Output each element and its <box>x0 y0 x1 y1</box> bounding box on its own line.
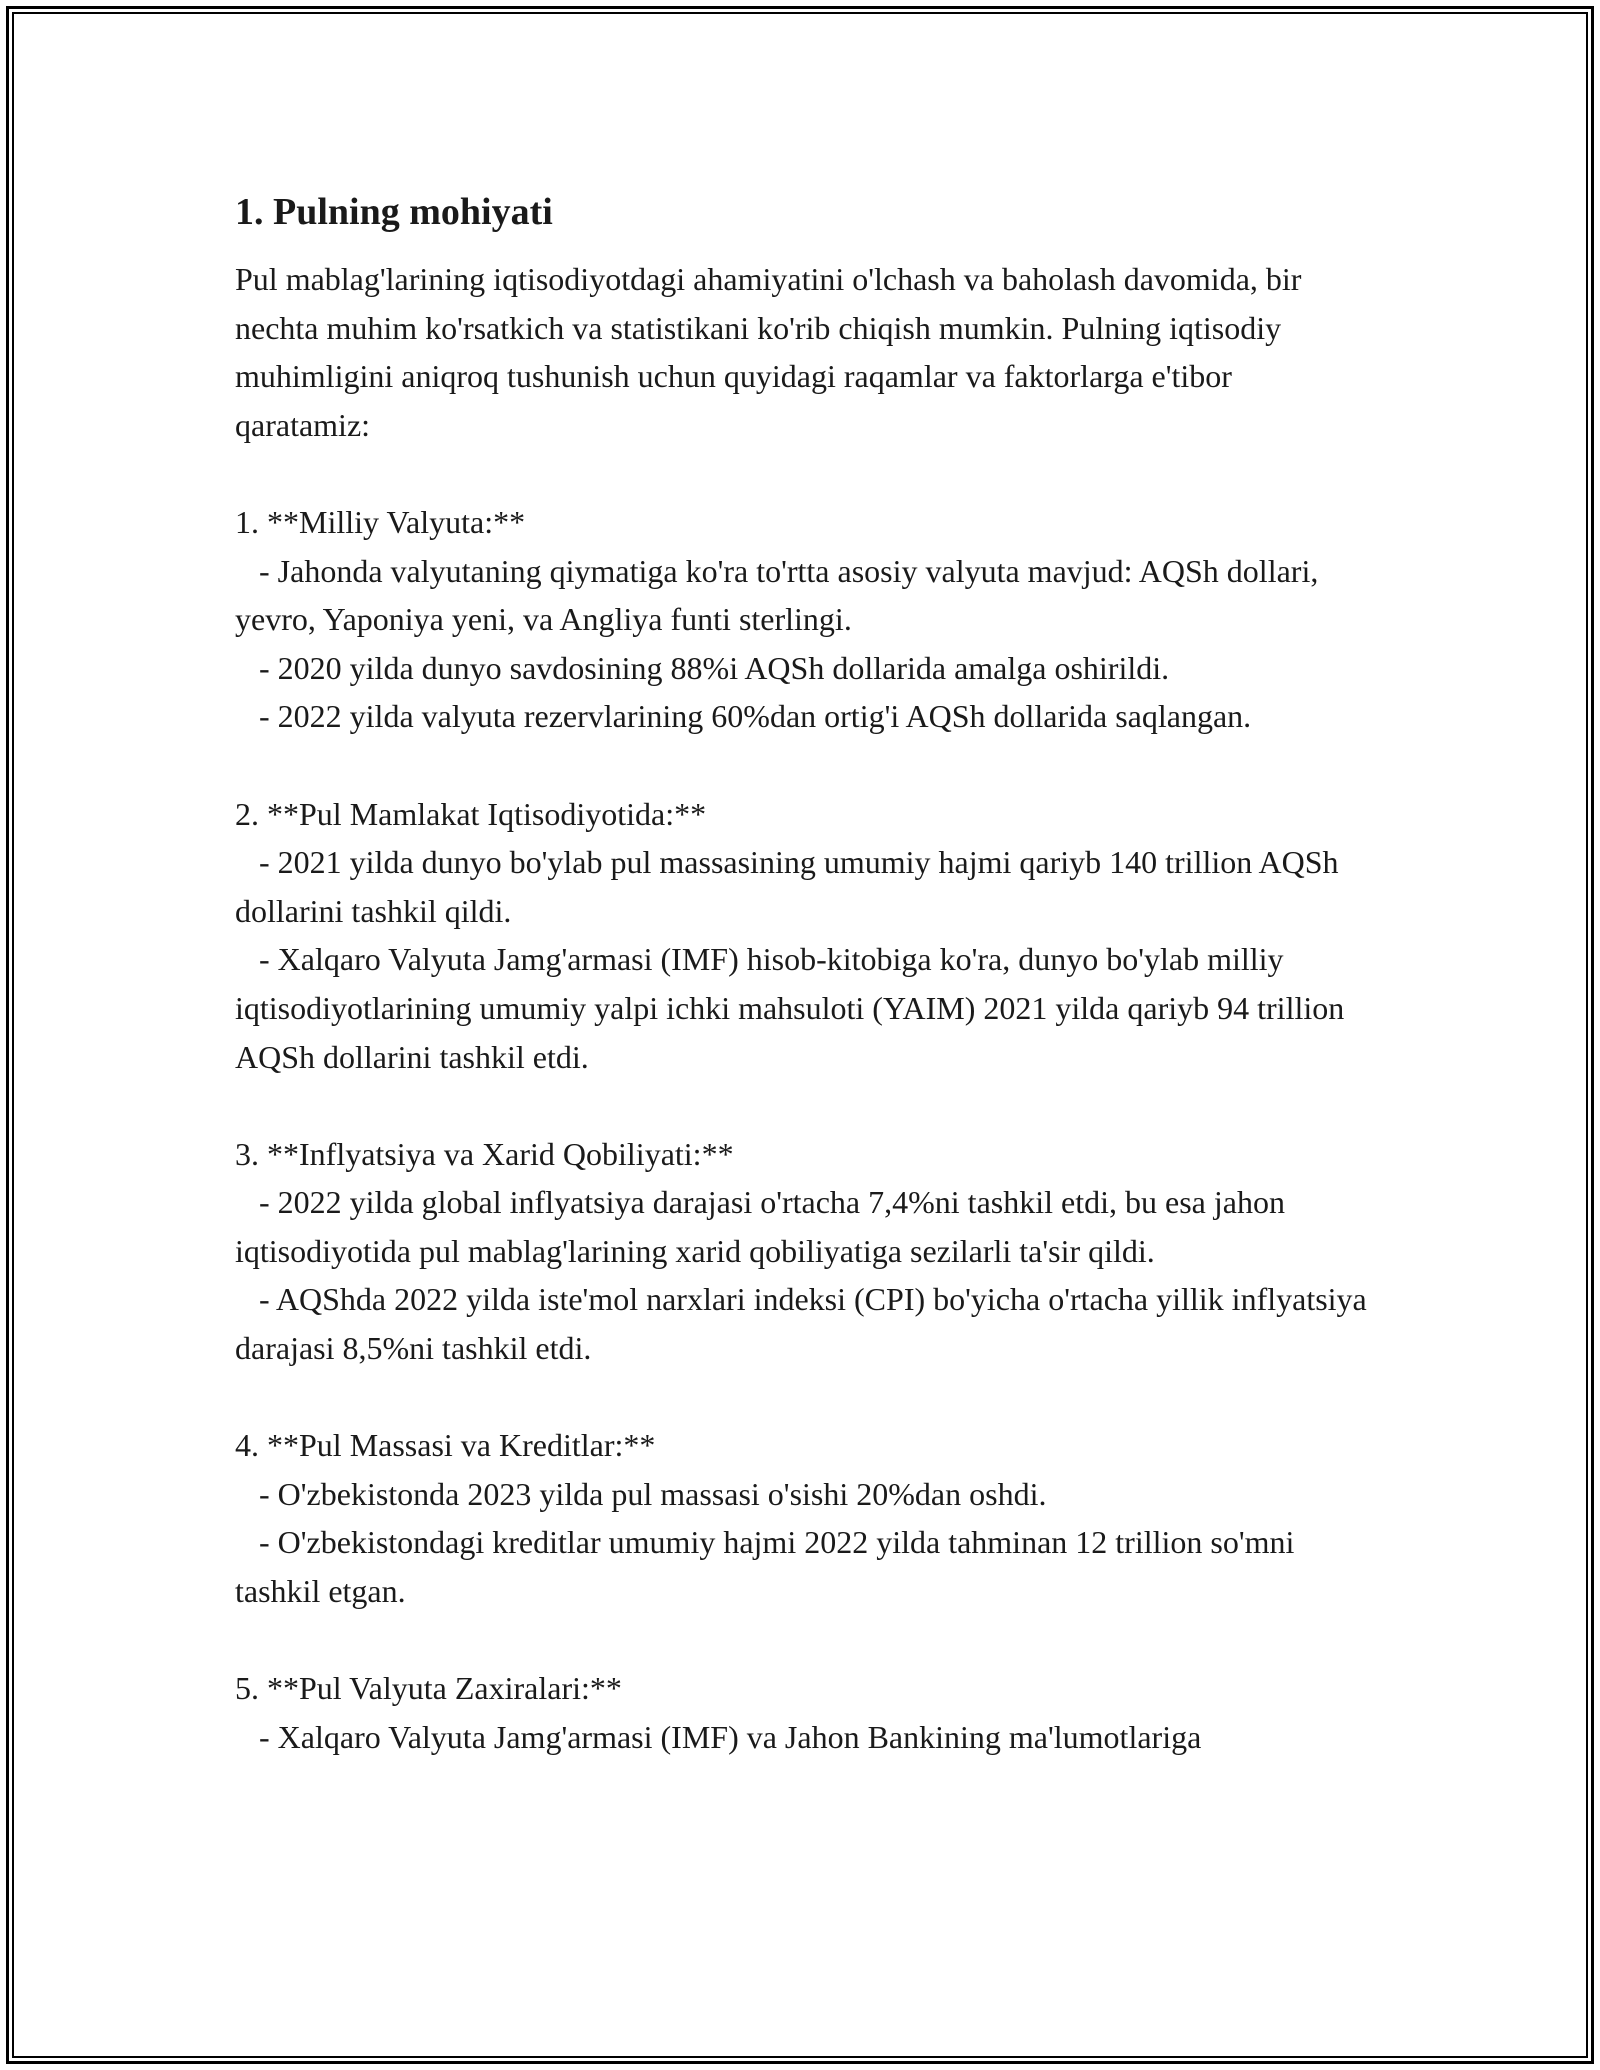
section-heading: 1. Pulning mohiyati <box>235 191 553 233</box>
document-content <box>235 185 1370 1761</box>
body-text: Pul mablag'larining iqtisodiyotdagi ahamiyatini o'lchash va baholash davomida, bir nechta muhim ko'rsatkich va statistikani ko'rib chiqish mumkin. Pulning iqtisodiy muhimligini aniqroq tushunish uchun quyidagi raqamlar va faktorlarga e'tibor qaratamiz: 1. **Milliy Valyuta:** - Jahonda valyutaning qiymatiga ko'ra to'rtta asosiy valyuta mavjud: AQSh dollari, yevro, Yaponiya yeni, va Angliya funti sterlingi. - 2020 yilda dunyo savdosining 88%i AQSh dollarida amalga oshirildi. - 2022 yilda valyuta rezervlarining 60%dan ortig'i AQSh dollarida saqlangan. 2. **Pul Mamlakat Iqtisodiyotida:** - 2021 yilda dunyo bo'ylab pul massasining umumiy hajmi qariyb 140 trillion AQSh dollarini tashkil qildi. - Xalqaro Valyuta Jamg'armasi (IMF) hisob-kitobiga ko'ra, dunyo bo'ylab milliy iqtisodiyotlarining umumiy yalpi ichki mahsuloti (YAIM) 2021 yilda qariyb 94 trillion AQSh dollarini tashkil etdi. 3. **Inflyatsiya va Xarid Qobiliyati:** - 2022 yilda global inflyatsiya darajasi o'rtacha 7,4%ni tashkil etdi, bu esa jahon iqtisodiyotida pul mablag'larining xarid qobiliyatiga sezilarli ta'sir qildi. - AQShda 2022 yilda iste'mol narxlari indeksi (CPI) bo'yicha o'rtacha yillik inflyatsiya darajasi 8,5%ni tashkil etdi. 4. **Pul Massasi va Kreditlar:** - O'zbekistonda 2023 yilda pul massasi o'sishi 20%dan oshdi. - O'zbekistondagi kreditlar umumiy hajmi 2022 yilda tahminan 12 trillion so'mni tashkil etgan. 5. **Pul Valyuta Zaxiralari:** - Xalqaro Valyuta Jamg'armasi (IMF) va Jahon Bankining ma'lumotlariga <box>235 261 1367 1755</box>
